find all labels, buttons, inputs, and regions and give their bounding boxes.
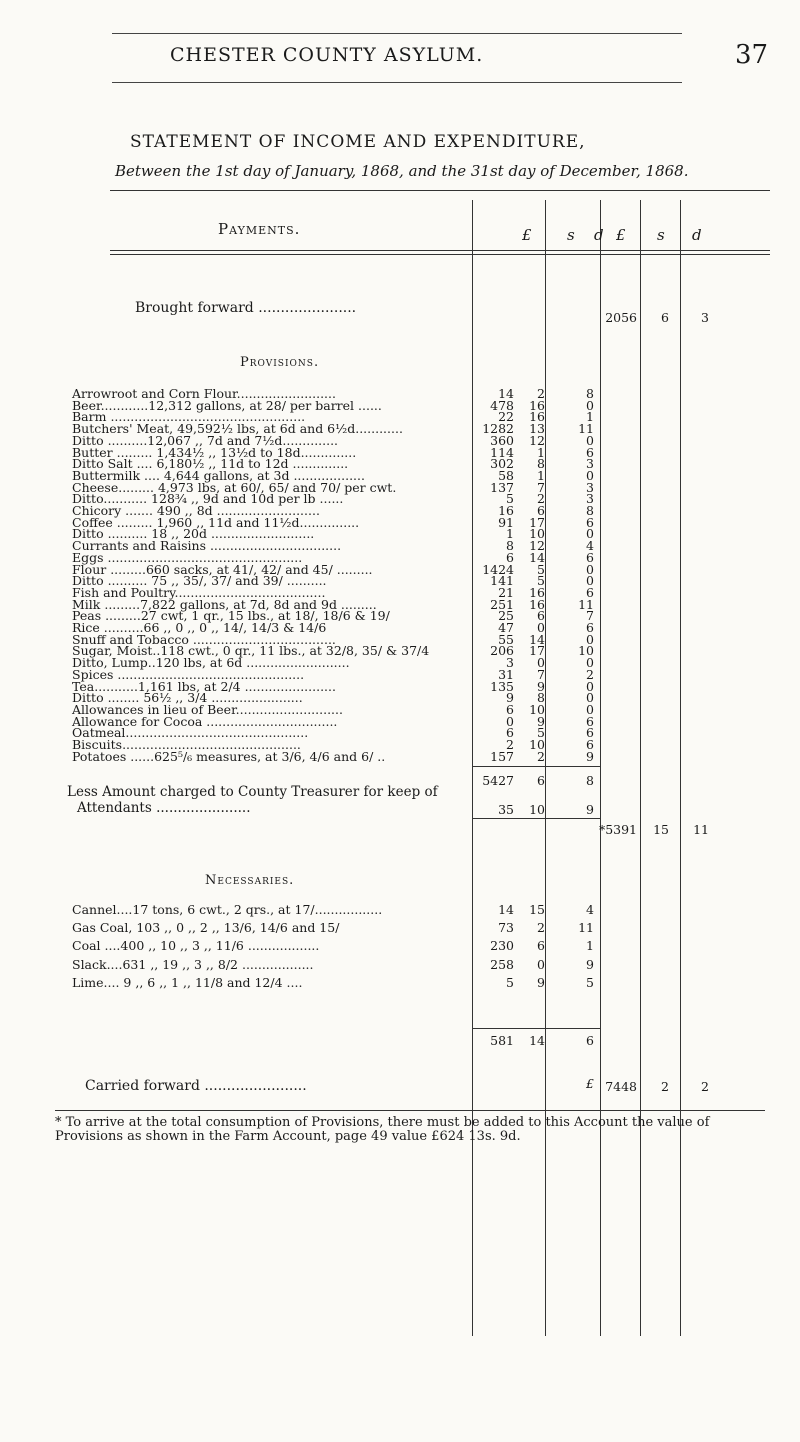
row-label: Currants and Raisins ................................. bbox=[72, 538, 342, 554]
row-pence: 9 bbox=[586, 956, 594, 972]
row-pence: 0 bbox=[586, 631, 594, 647]
row-pounds: 251 bbox=[490, 596, 514, 612]
row-pence: 3 bbox=[586, 456, 594, 472]
row-shillings: 0 bbox=[537, 620, 545, 635]
col-header-pounds-1: £ bbox=[522, 226, 532, 244]
row-shillings: 7 bbox=[537, 666, 545, 682]
running-head: CHESTER COUNTY ASYLUM. bbox=[170, 44, 484, 66]
row-shillings: 6 bbox=[537, 503, 545, 518]
row-shillings: 16 bbox=[529, 596, 545, 612]
necessaries-total-pounds: 581 bbox=[490, 1033, 514, 1048]
row-label: Spices ............................................... bbox=[72, 666, 305, 682]
row-pence: 0 bbox=[586, 678, 594, 694]
row-shillings: 14 bbox=[529, 631, 545, 647]
less-attendants-pounds: 35 bbox=[498, 802, 514, 817]
row-label: Cannel....17 tons, 6 cwt., 2 qrs., at 17/................. bbox=[72, 902, 383, 917]
row-label: Rice ..........66 ,, 0 ,, 0 ,, 14/, 14/3 & 14/6 bbox=[72, 620, 327, 635]
row-shillings: 2 bbox=[537, 748, 545, 764]
col-divider-s1 bbox=[545, 200, 546, 1336]
row-shillings: 10 bbox=[529, 701, 545, 717]
row-label: Snuff and Tobacco .................................... bbox=[72, 631, 336, 647]
less-attendants-shillings: 10 bbox=[529, 802, 545, 817]
row-pounds: 141 bbox=[490, 573, 514, 589]
row-pence: 0 bbox=[586, 432, 594, 448]
provisions-net-pence: 11 bbox=[693, 822, 709, 837]
row-pence: 2 bbox=[586, 666, 594, 682]
row-pounds: 73 bbox=[498, 920, 514, 936]
row-shillings: 5 bbox=[537, 561, 545, 577]
row-pence: 10 bbox=[578, 643, 594, 659]
row-pence: 11 bbox=[578, 920, 594, 936]
row-label: Biscuits............................................. bbox=[72, 737, 301, 752]
row-pounds: 14 bbox=[498, 386, 514, 401]
row-pounds: 47 bbox=[498, 620, 514, 635]
row-pounds: 31 bbox=[498, 666, 514, 682]
row-pence: 0 bbox=[586, 701, 594, 717]
row-shillings: 10 bbox=[529, 737, 545, 752]
less-attendants-line2: Attendants ...................... bbox=[77, 800, 251, 816]
row-label: Ditto ........ 56½ ,, 3/4 ....................... bbox=[72, 690, 303, 706]
row-pounds: 157 bbox=[490, 748, 514, 764]
brought-forward-pounds: 2056 bbox=[605, 310, 637, 325]
row-pence: 1 bbox=[586, 938, 594, 954]
row-pounds: 5 bbox=[506, 974, 514, 990]
row-label: Slack....631 ,, 19 ,, 3 ,, 8/2 .................. bbox=[72, 956, 314, 972]
row-pounds: 1282 bbox=[482, 421, 514, 437]
row-pounds: 230 bbox=[490, 938, 514, 954]
row-label: Allowances in lieu of Beer........................... bbox=[72, 701, 343, 717]
row-pence: 6 bbox=[586, 737, 594, 752]
row-label: Ditto, Lump..120 lbs, at 6d .......................... bbox=[72, 655, 350, 671]
col-header-pounds-2: £ bbox=[616, 226, 626, 244]
row-pounds: 360 bbox=[490, 432, 514, 448]
row-label: Coffee ......... 1,960 ,, 11d and 11½d............... bbox=[72, 514, 360, 530]
row-shillings: 9 bbox=[537, 713, 545, 729]
row-label: Tea...........1,161 lbs, at 2/4 ....................... bbox=[72, 678, 336, 694]
row-label: Beer............12,312 gallons, at 28/ per barrel ...... bbox=[72, 397, 382, 413]
row-shillings: 12 bbox=[529, 538, 545, 554]
row-label: Flour .........660 sacks, at 41/, 42/ and 45/ ......... bbox=[72, 561, 373, 577]
row-pence: 0 bbox=[586, 397, 594, 413]
row-label: Arrowroot and Corn Flour......................... bbox=[72, 386, 336, 401]
row-pounds: 1 bbox=[506, 526, 514, 542]
footer-rule bbox=[55, 1110, 765, 1111]
provisions-heading: Provisions. bbox=[240, 355, 320, 370]
row-shillings: 15 bbox=[529, 902, 545, 917]
provisions-subtotal-rule bbox=[472, 766, 600, 767]
row-label: Ditto Salt .... 6,180½ ,, 11d to 12d .............. bbox=[72, 456, 349, 472]
provisions-net-pounds: *5391 bbox=[598, 822, 637, 837]
row-pence: 6 bbox=[586, 549, 594, 565]
row-pence: 0 bbox=[586, 526, 594, 542]
row-pounds: 137 bbox=[490, 479, 514, 495]
row-shillings: 2 bbox=[537, 386, 545, 401]
row-pence: 0 bbox=[586, 655, 594, 671]
carried-forward-pound-sign: £ bbox=[586, 1076, 594, 1091]
row-shillings: 8 bbox=[537, 690, 545, 706]
less-attendants-line1: Less Amount charged to County Treasurer for keep of bbox=[67, 784, 438, 800]
statement-title: STATEMENT OF INCOME AND EXPENDITURE, bbox=[130, 132, 586, 152]
row-label: Sugar, Moist..118 cwt., 0 qr., 11 lbs., at 32/8, 35/ & 37/4 bbox=[72, 643, 430, 659]
provisions-net-shillings: 15 bbox=[653, 822, 669, 837]
row-pence: 1 bbox=[586, 409, 594, 425]
row-shillings: 9 bbox=[537, 678, 545, 694]
row-label: Eggs ................................................. bbox=[72, 549, 303, 565]
row-shillings: 2 bbox=[537, 920, 545, 936]
row-shillings: 14 bbox=[529, 549, 545, 565]
row-pounds: 91 bbox=[498, 514, 514, 530]
row-pounds: 16 bbox=[498, 503, 514, 518]
carried-forward-pounds: 7448 bbox=[605, 1079, 637, 1094]
row-label: Peas .........27 cwt, 1 qr., 15 lbs., at 18/, 18/6 & 19/ bbox=[72, 608, 390, 624]
necessaries-subtotal-rule bbox=[472, 1028, 600, 1029]
row-shillings: 6 bbox=[537, 608, 545, 624]
row-label: Potatoes ......625⁵/₆ measures, at 3/6, 4/6 and 6/ .. bbox=[72, 748, 386, 764]
row-shillings: 5 bbox=[537, 573, 545, 589]
row-shillings: 17 bbox=[529, 514, 545, 530]
row-label: Ditto .......... 75 ,, 35/, 37/ and 39/ .......... bbox=[72, 573, 327, 589]
row-label: Butter ......... 1,434½ ,, 13½d to 18d.............. bbox=[72, 444, 357, 460]
row-pounds: 6 bbox=[506, 701, 514, 717]
row-pence: 0 bbox=[586, 467, 594, 483]
row-pounds: 8 bbox=[506, 538, 514, 554]
row-shillings: 17 bbox=[529, 643, 545, 659]
col-header-shillings-2: s bbox=[657, 226, 665, 244]
row-shillings: 5 bbox=[537, 725, 545, 741]
row-shillings: 9 bbox=[537, 974, 545, 990]
less-attendants-pence: 9 bbox=[586, 802, 594, 817]
row-pounds: 258 bbox=[490, 956, 514, 972]
row-pence: 4 bbox=[586, 538, 594, 554]
row-shillings: 7 bbox=[537, 479, 545, 495]
row-pence: 8 bbox=[586, 503, 594, 518]
row-label: Cheese......... 4,973 lbs, at 60/, 65/ and 70/ per cwt. bbox=[72, 479, 397, 495]
col-divider-label bbox=[472, 200, 473, 1336]
carried-forward-label: Carried forward ....................... bbox=[85, 1078, 307, 1094]
row-pence: 6 bbox=[586, 713, 594, 729]
row-pence: 6 bbox=[586, 725, 594, 741]
row-pounds: 206 bbox=[490, 643, 514, 659]
row-shillings: 16 bbox=[529, 397, 545, 413]
row-shillings: 8 bbox=[537, 456, 545, 472]
row-pence: 0 bbox=[586, 690, 594, 706]
row-shillings: 13 bbox=[529, 421, 545, 437]
title-rule bbox=[110, 190, 770, 191]
row-pounds: 25 bbox=[498, 608, 514, 624]
less-attendants-rule bbox=[472, 818, 600, 819]
row-pounds: 135 bbox=[490, 678, 514, 694]
col-divider-d2 bbox=[680, 200, 681, 1336]
row-pence: 0 bbox=[586, 561, 594, 577]
row-pounds: 9 bbox=[506, 690, 514, 706]
row-shillings: 10 bbox=[529, 526, 545, 542]
row-pence: 6 bbox=[586, 444, 594, 460]
row-label: Allowance for Cocoa ................................. bbox=[72, 713, 338, 729]
provisions-total-pounds: 5427 bbox=[482, 773, 514, 788]
row-label: Coal ....400 ,, 10 ,, 3 ,, 11/6 .................. bbox=[72, 938, 320, 954]
row-pounds: 21 bbox=[498, 584, 514, 600]
col-divider-s2 bbox=[640, 200, 641, 1336]
footnote: * To arrive at the total consumption of Provisions, there must be added to this Account the value of Provisions as shown in the Farm Account, page 49 value £624 13s. 9d. bbox=[55, 1115, 710, 1144]
row-shillings: 1 bbox=[537, 467, 545, 483]
row-shillings: 0 bbox=[537, 956, 545, 972]
row-pence: 7 bbox=[586, 608, 594, 624]
row-shillings: 16 bbox=[529, 584, 545, 600]
row-pence: 9 bbox=[586, 748, 594, 764]
provisions-total-shillings: 6 bbox=[537, 773, 545, 788]
top-rule bbox=[112, 33, 682, 34]
row-pence: 3 bbox=[586, 491, 594, 507]
row-pounds: 14 bbox=[498, 902, 514, 917]
row-label: Ditto........... 128¾ ,, 9d and 10d per lb ...... bbox=[72, 491, 344, 507]
column-header-rule bbox=[110, 250, 770, 251]
row-pounds: 2 bbox=[506, 737, 514, 752]
row-label: Gas Coal, 103 ,, 0 ,, 2 ,, 13/6, 14/6 and 15/ bbox=[72, 920, 340, 936]
row-shillings: 2 bbox=[537, 491, 545, 507]
row-pounds: 114 bbox=[490, 444, 514, 460]
row-pounds: 3 bbox=[506, 655, 514, 671]
row-label: Butchers' Meat, 49,592½ lbs, at 6d and 6½d............ bbox=[72, 421, 403, 437]
row-pence: 3 bbox=[586, 479, 594, 495]
row-pence: 5 bbox=[586, 974, 594, 990]
row-pounds: 6 bbox=[506, 549, 514, 565]
column-header-rule-2 bbox=[110, 254, 770, 255]
col-header-pence-1: d bbox=[594, 226, 604, 244]
row-pence: 11 bbox=[578, 421, 594, 437]
row-label: Ditto .......... 18 ,, 20d .......................... bbox=[72, 526, 315, 542]
row-pounds: 0 bbox=[506, 713, 514, 729]
row-pence: 8 bbox=[586, 386, 594, 401]
brought-forward-pence: 3 bbox=[701, 310, 709, 325]
row-shillings: 16 bbox=[529, 409, 545, 425]
brought-forward-label: Brought forward ...................... bbox=[135, 300, 357, 316]
row-pence: 11 bbox=[578, 596, 594, 612]
row-pounds: 5 bbox=[506, 491, 514, 507]
row-shillings: 12 bbox=[529, 432, 545, 448]
col-header-shillings-1: s bbox=[567, 226, 575, 244]
row-label: Barm ................................................. bbox=[72, 409, 306, 425]
carried-forward-pence: 2 bbox=[701, 1079, 709, 1094]
row-label: Chicory ....... 490 ,, 8d .......................... bbox=[72, 503, 320, 518]
payments-heading: Payments. bbox=[218, 220, 301, 238]
row-pounds: 302 bbox=[490, 456, 514, 472]
brought-forward-shillings: 6 bbox=[661, 310, 669, 325]
row-pounds: 478 bbox=[490, 397, 514, 413]
row-shillings: 0 bbox=[537, 655, 545, 671]
col-divider-d1 bbox=[600, 200, 601, 1336]
row-pounds: 22 bbox=[498, 409, 514, 425]
row-label: Fish and Poultry...................................... bbox=[72, 584, 326, 600]
carried-forward-shillings: 2 bbox=[661, 1079, 669, 1094]
row-pence: 4 bbox=[586, 902, 594, 917]
row-pounds: 55 bbox=[498, 631, 514, 647]
page-number: 37 bbox=[735, 40, 769, 70]
row-label: Ditto ..........12,067 ,, 7d and 7½d.............. bbox=[72, 432, 339, 448]
row-pence: 6 bbox=[586, 514, 594, 530]
necessaries-heading: Necessaries. bbox=[205, 873, 295, 888]
statement-subtitle: Between the 1st day of January, 1868, and the 31st day of December, 1868. bbox=[115, 162, 689, 180]
row-label: Milk .........7,822 gallons, at 7d, 8d and 9d ......... bbox=[72, 596, 377, 612]
row-pounds: 58 bbox=[498, 467, 514, 483]
necessaries-total-shillings: 14 bbox=[529, 1033, 545, 1048]
row-label: Lime.... 9 ,, 6 ,, 1 ,, 11/8 and 12/4 .... bbox=[72, 974, 303, 990]
header-rule bbox=[112, 82, 682, 83]
col-header-pence-2: d bbox=[692, 226, 702, 244]
row-pounds: 6 bbox=[506, 725, 514, 741]
row-pounds: 1424 bbox=[482, 561, 514, 577]
row-pence: 6 bbox=[586, 620, 594, 635]
row-shillings: 1 bbox=[537, 444, 545, 460]
row-label: Buttermilk .... 4,644 gallons, at 3d .................. bbox=[72, 467, 365, 483]
row-pence: 6 bbox=[586, 584, 594, 600]
row-label: Oatmeal.............................................. bbox=[72, 725, 309, 741]
provisions-total-pence: 8 bbox=[586, 773, 594, 788]
row-shillings: 6 bbox=[537, 938, 545, 954]
row-pence: 0 bbox=[586, 573, 594, 589]
necessaries-total-pence: 6 bbox=[586, 1033, 594, 1048]
